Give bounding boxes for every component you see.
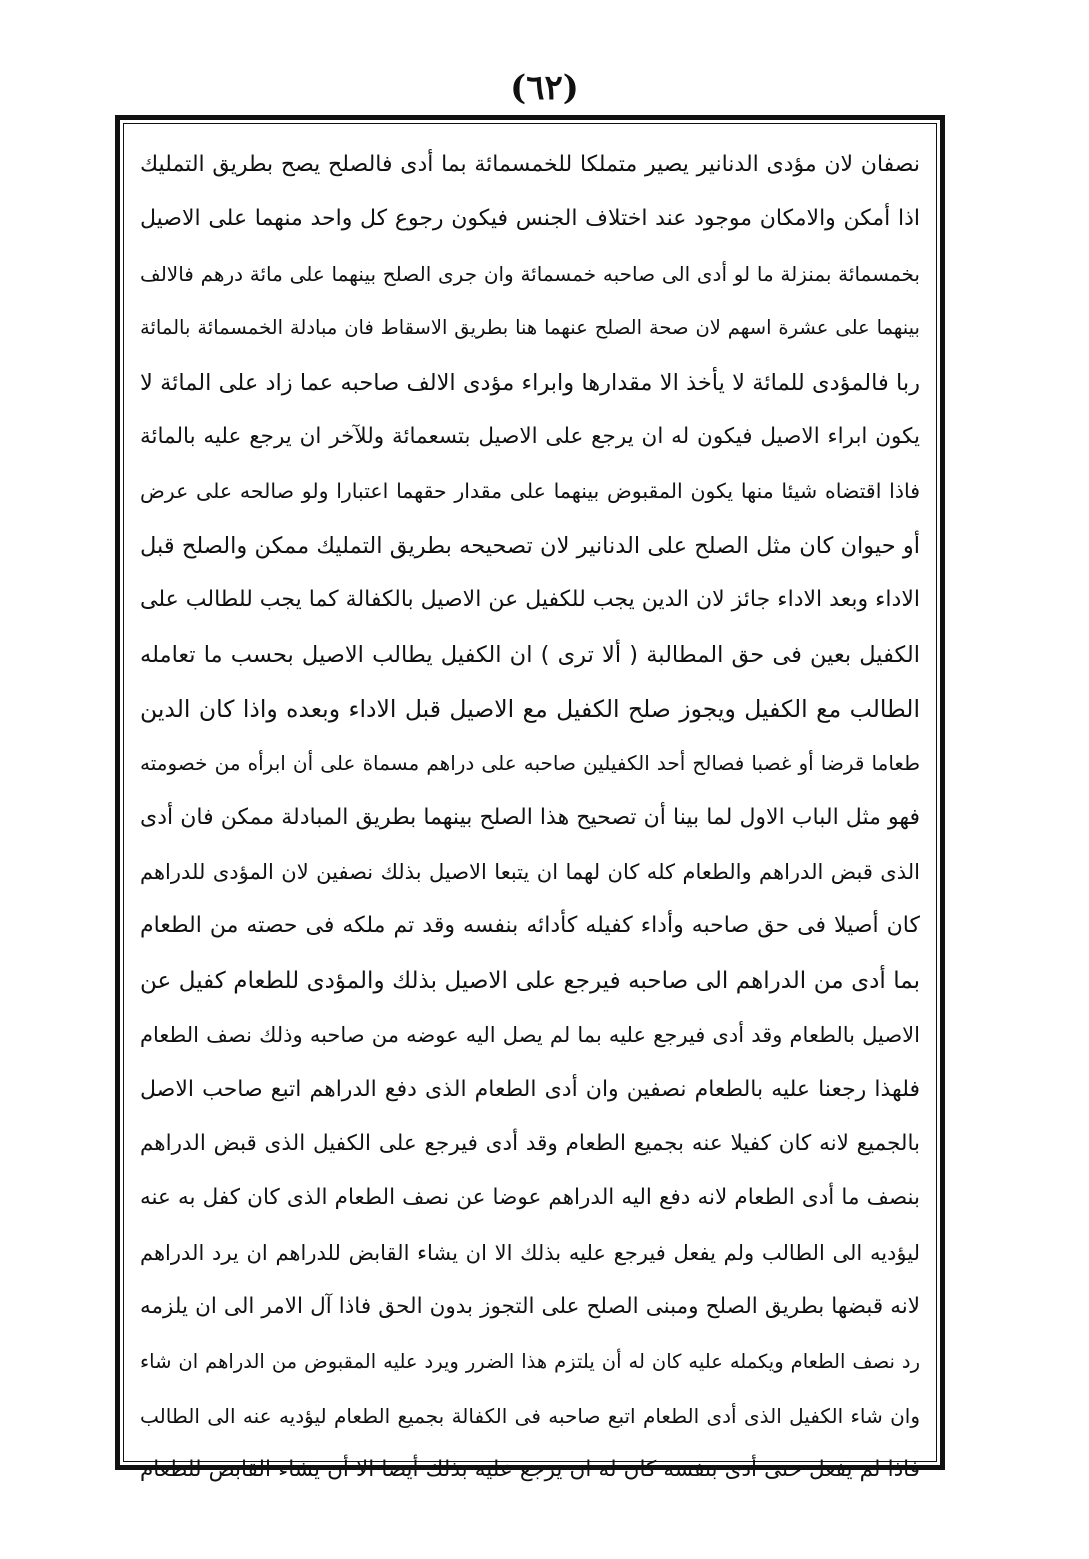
- text-line: فهو مثل الباب الاول لما بينا أن تصحيح هذا الصلح بينهما بطريق المبادلة ممكن فان أدى: [140, 804, 920, 830]
- text-line: الذى قبض الدراهم والطعام كله كان لهما ان يتبعا الاصيل بذلك نصفين لان المؤدى للدراهم: [140, 860, 920, 885]
- text-line: الاداء وبعد الاداء جائز لان الدين يجب للكفيل عن الاصيل بالكفالة كما يجب للطالب على: [140, 587, 920, 613]
- text-line: كان أصيلا فى حق صاحبه وأداء كفيله كأدائه بنفسه وقد تم ملكه فى حصته من الطعام: [140, 913, 920, 939]
- text-line: ربا فالمؤدى للمائة لا يأخذ الا مقدارها وابراء مؤدى الالف صاحبه عما زاد على المائة لا: [140, 369, 920, 396]
- text-line: الكفيل بعين فى حق المطالبة ( ألا ترى ) ان الكفيل يطالب الاصيل بحسب ما تعامله: [140, 641, 920, 668]
- text-line: رد نصف الطعام ويكمله عليه كان له أن يلتزم هذا الضرر ويرد عليه المقبوض من الدراهم ان شاء: [140, 1349, 920, 1373]
- text-line: بما أدى من الدراهم الى صاحبه فيرجع على الاصيل بذلك والمؤدى للطعام كفيل عن: [140, 967, 920, 994]
- text-line: يكون ابراء الاصيل فيكون له ان يرجع على الاصيل بتسعمائة وللآخر ان يرجع عليه بالمائة: [140, 423, 920, 449]
- text-line: بينهما على عشرة اسهم لان صحة الصلح عنهما هنا بطريق الاسقاط فان مبادلة الخمسمائة بالمائة: [140, 316, 920, 340]
- text-line: بالجميع لانه كان كفيلا عنه بجميع الطعام وقد أدى فيرجع على الكفيل الذى قبض الدراهم: [140, 1131, 920, 1157]
- text-line: أو حيوان كان مثل الصلح على الدنانير لان تصحيحه بطريق التمليك ممكن والصلح قبل: [140, 532, 920, 559]
- text-line: بنصف ما أدى الطعام لانه دفع اليه الدراهم عوضا عن نصف الطعام الذى كان كفل به عنه: [140, 1185, 920, 1211]
- text-line: فاذا اقتضاه شيئا منها يكون المقبوض بينهما على مقدار حقهما اعتبارا ولو صالحه على عرض: [140, 479, 920, 504]
- text-line: فلهذا رجعنا عليه بالطعام نصفين وان أدى الطعام الذى دفع الدراهم اتبع صاحب الاصل: [140, 1076, 920, 1102]
- text-line: نصفان لان مؤدى الدنانير يصير متملكا للخمسمائة بما أدى فالصلح يصح بطريق التمليك: [140, 152, 920, 177]
- page-number: (٦٢): [510, 68, 579, 108]
- text-line: الطالب مع الكفيل ويجوز صلح الكفيل مع الاصيل قبل الاداء وبعده واذا كان الدين: [140, 694, 920, 723]
- text-line: اذا أمكن والامكان موجود عند اختلاف الجنس فيكون رجوع كل واحد منهما على الاصيل: [140, 206, 920, 232]
- body-text: [140, 138, 920, 1483]
- text-line: ليؤديه الى الطالب ولم يفعل فيرجع عليه بذلك الا ان يشاء القابض للدراهم ان يرد الدراهم: [140, 1240, 920, 1265]
- text-line: فاذا لم يفعل حتى أدى بنفسه كان له ان يرجع عليه بذلك أيضا الا أن يشاء القابض للطعام: [140, 1457, 920, 1483]
- text-line: وان شاء الكفيل الذى أدى الطعام اتبع صاحبه فى الكفالة بجميع الطعام ليؤديه عنه الى الطالب: [140, 1403, 920, 1428]
- text-line: لانه قبضها بطريق الصلح ومبنى الصلح على التجوز بدون الحق فاذا آل الامر الى ان يلزمه: [140, 1294, 920, 1320]
- text-line: بخمسمائة بمنزلة ما لو أدى الى صاحبه خمسمائة وان جرى الصلح بينهما على مائة درهم فالالف: [140, 261, 920, 286]
- text-line: طعاما قرضا أو غصبا فصالح أحد الكفيلين صاحبه على دراهم مسماة على أن ابرأه من خصومته: [140, 751, 920, 776]
- text-line: الاصيل بالطعام وقد أدى فيرجع عليه بما لم يصل اليه عوضه من صاحبه وذلك نصف الطعام: [140, 1023, 920, 1048]
